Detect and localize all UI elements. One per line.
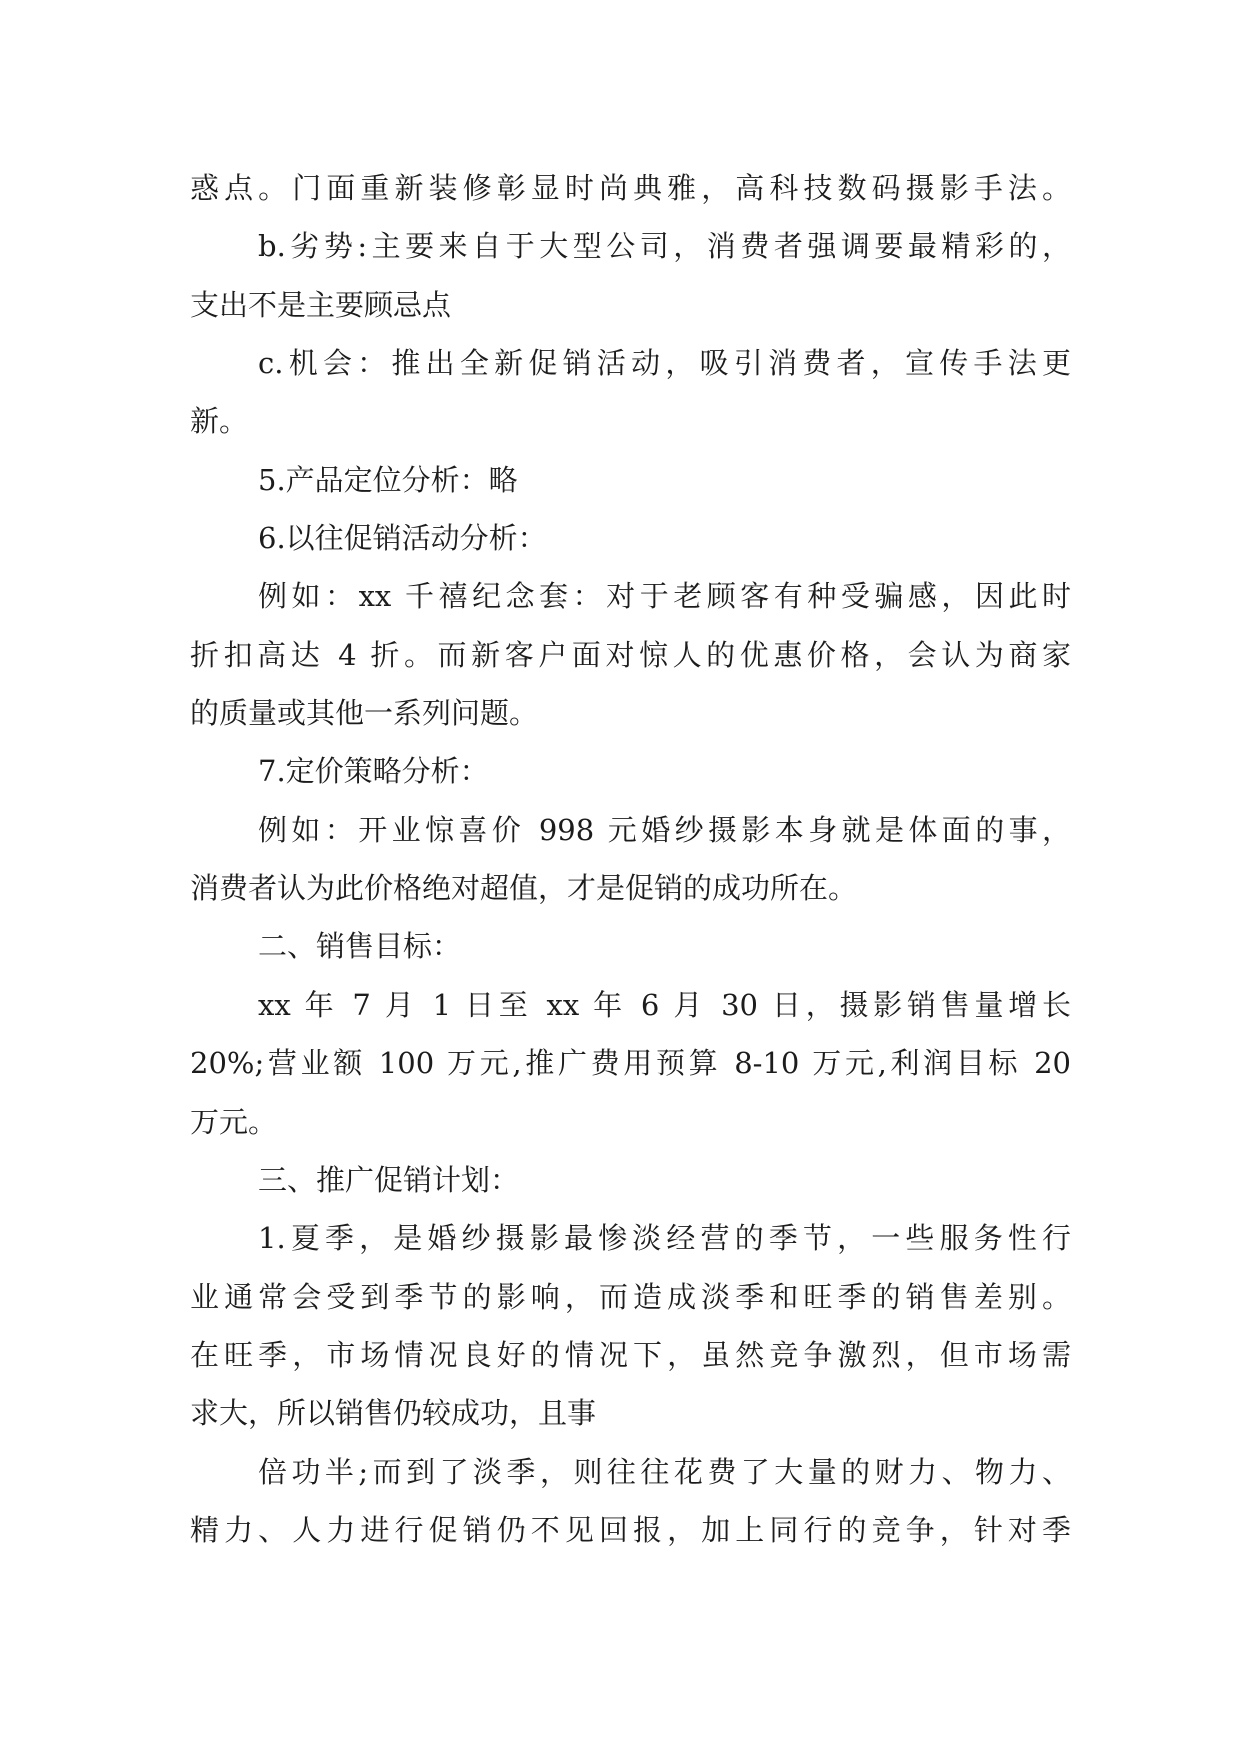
text-line: 求大，所以销售仍较成功，且事 [190, 1396, 597, 1431]
paragraph [190, 1218, 1071, 1451]
paragraph [190, 810, 1071, 927]
text-line: 消费者认为此价格绝对超值，才是促销的成功所在。 [190, 871, 858, 906]
paragraph [190, 460, 1071, 518]
text-line: 三、推广促销计划： [258, 1162, 520, 1197]
text-line: 倍功半;而到了淡季，则往往花费了大量的财力、物力、 [258, 1454, 1071, 1489]
body-text [190, 168, 1071, 1568]
paragraph [190, 343, 1071, 460]
paragraph [190, 1160, 1071, 1218]
text-line: 在旺季，市场情况良好的情况下，虽然竞争激烈，但市场需 [190, 1337, 1071, 1372]
text-line: 支出不是主要顾忌点 [190, 287, 452, 322]
paragraph [190, 985, 1071, 1160]
text-line: 的质量或其他一系列问题。 [190, 696, 539, 731]
paragraph [190, 576, 1071, 751]
text-line: 7.定价策略分析： [258, 754, 489, 789]
text-line: c.机会：推出全新促销活动，吸引消费者，宣传手法更 [258, 346, 1071, 381]
text-line: 例如：开业惊喜价 998 元婚纱摄影本身就是体面的事， [258, 812, 1071, 847]
text-line: 新。 [190, 404, 249, 439]
paragraph [190, 168, 1071, 226]
paragraph [190, 926, 1071, 984]
text-line: 惑点。门面重新装修彰显时尚典雅，高科技数码摄影手法。 [190, 171, 1071, 205]
text-line: 20%;营业额 100 万元,推广费用预算 8-10 万元,利润目标 20 [190, 1046, 1071, 1081]
text-line: 折扣高达 4 折。而新客户面对惊人的优惠价格，会认为商家 [190, 637, 1071, 672]
text-line: 精力、人力进行促销仍不见回报，加上同行的竞争，针对季 [190, 1512, 1071, 1547]
text-line: 例如：xx 千禧纪念套：对于老顾客有种受骗感，因此时 [258, 579, 1071, 614]
paragraph [190, 751, 1071, 809]
paragraph [190, 518, 1071, 576]
text-line: 1.夏季，是婚纱摄影最惨淡经营的季节，一些服务性行 [258, 1221, 1071, 1256]
text-line: 业通常会受到季节的影响，而造成淡季和旺季的销售差别。 [190, 1279, 1071, 1314]
paragraph [190, 1452, 1071, 1569]
text-line: 6.以往促销活动分析： [258, 521, 547, 556]
text-line: xx 年 7 月 1 日至 xx 年 6 月 30 日，摄影销售量增长 [258, 987, 1071, 1022]
text-line: 5.产品定位分析：略 [258, 462, 518, 497]
text-line: 万元。 [190, 1104, 278, 1139]
text-line: 二、销售目标： [258, 929, 462, 964]
paragraph [190, 226, 1071, 343]
text-line: b.劣势:主要来自于大型公司，消费者强调要最精彩的， [258, 229, 1071, 264]
